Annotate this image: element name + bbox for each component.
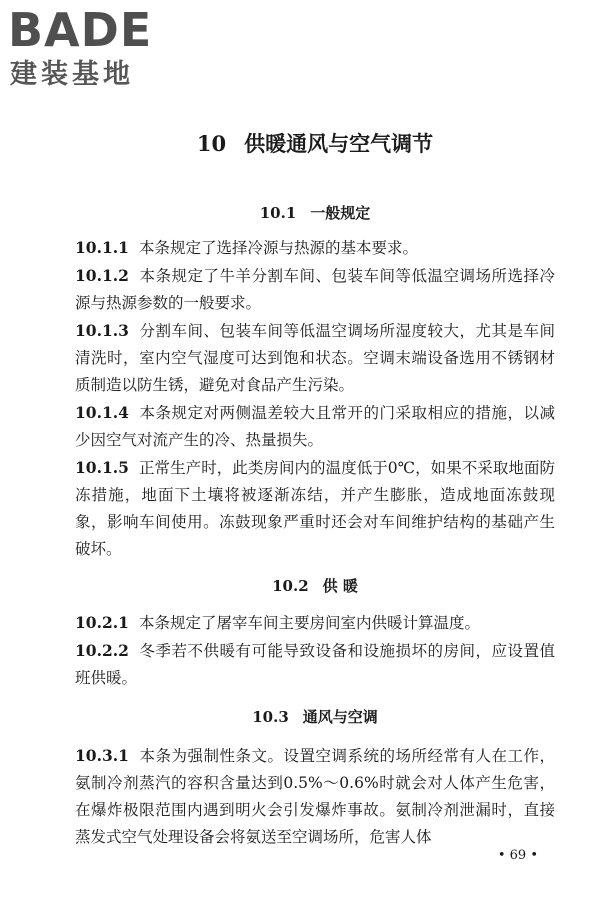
chapter-title — [75, 128, 555, 160]
section-number: 10.1 — [259, 204, 297, 222]
bade-logo — [8, 4, 178, 92]
logo-subtitle: 建装基地 — [10, 59, 134, 90]
clause-text: 本条为强制性条文。设置空调系统的场所经常有人在工作，氨制冷剂蒸汽的容积含量达到0.5%～0.6%时就会对人体产生危害，在爆炸极限范围内遇到明火会引发爆炸事故。氨制冷剂泄漏时，直接蒸发式空气处理设备会将氨送至空调场所，危害人体 — [75, 747, 555, 846]
clause-paragraph — [75, 262, 555, 317]
section-title — [75, 198, 555, 228]
clause-number: 10.3.1 — [75, 746, 129, 765]
section-title — [75, 571, 555, 601]
section-title — [75, 702, 555, 732]
section-name: 一般规定 — [310, 204, 371, 222]
clause-paragraph — [75, 234, 555, 262]
section-number: 10.3 — [252, 708, 289, 726]
clause-text: 正常生产时，此类房间内的温度低于0℃，如果不采取地面防冻措施，地面下土壤将被逐渐冻结，并产生膨胀，造成地面冻鼓现象，影响车间使用。冻鼓现象严重时还会对车间维护结构的基础产生破坏。 — [75, 459, 555, 558]
clause-paragraph — [75, 317, 555, 399]
document-body — [75, 128, 555, 851]
clause-number: 10.1.2 — [75, 266, 129, 285]
clause-paragraph — [75, 637, 555, 692]
page-number: • 69 • — [497, 848, 538, 863]
section-number: 10.2 — [272, 577, 309, 595]
clause-paragraph — [75, 399, 555, 454]
clause-paragraph — [75, 742, 555, 851]
clause-text: 冬季若不供暖有可能导致设备和设施损坏的房间，应设置值班供暖。 — [75, 642, 555, 687]
clause-text: 分割车间、包装车间等低温空调场所湿度较大，尤其是车间清洗时，室内空气湿度可达到饱和状态。空调末端设备选用不锈钢材质制造以防生锈，避免对食品产生污染。 — [75, 322, 555, 394]
clause-number: 10.1.3 — [75, 321, 129, 340]
clause-number: 10.1.1 — [75, 238, 129, 257]
clause-text: 本条规定了选择冷源与热源的基本要求。 — [138, 239, 418, 257]
clause-text: 本条规定对两侧温差较大且常开的门采取相应的措施，以减少因空气对流产生的冷、热量损失。 — [75, 404, 555, 449]
clause-text: 本条规定了牛羊分割车间、包装车间等低温空调场所选择冷源与热源参数的一般要求。 — [75, 267, 555, 312]
section-name: 通风与空调 — [302, 708, 378, 726]
clause-paragraph — [75, 454, 555, 563]
section-name: 供 暖 — [322, 577, 358, 595]
chapter-number: 10 — [196, 131, 227, 156]
logo-wordmark: BADE — [8, 3, 153, 57]
clause-number: 10.1.4 — [75, 403, 129, 422]
clause-text: 本条规定了屠宰车间主要房间室内供暖计算温度。 — [138, 614, 480, 632]
clause-number: 10.2.1 — [75, 613, 129, 632]
clause-paragraph — [75, 609, 555, 637]
clause-number: 10.2.2 — [75, 641, 129, 660]
clause-number: 10.1.5 — [75, 458, 129, 477]
chapter-name: 供暖通风与空气调节 — [244, 131, 434, 156]
